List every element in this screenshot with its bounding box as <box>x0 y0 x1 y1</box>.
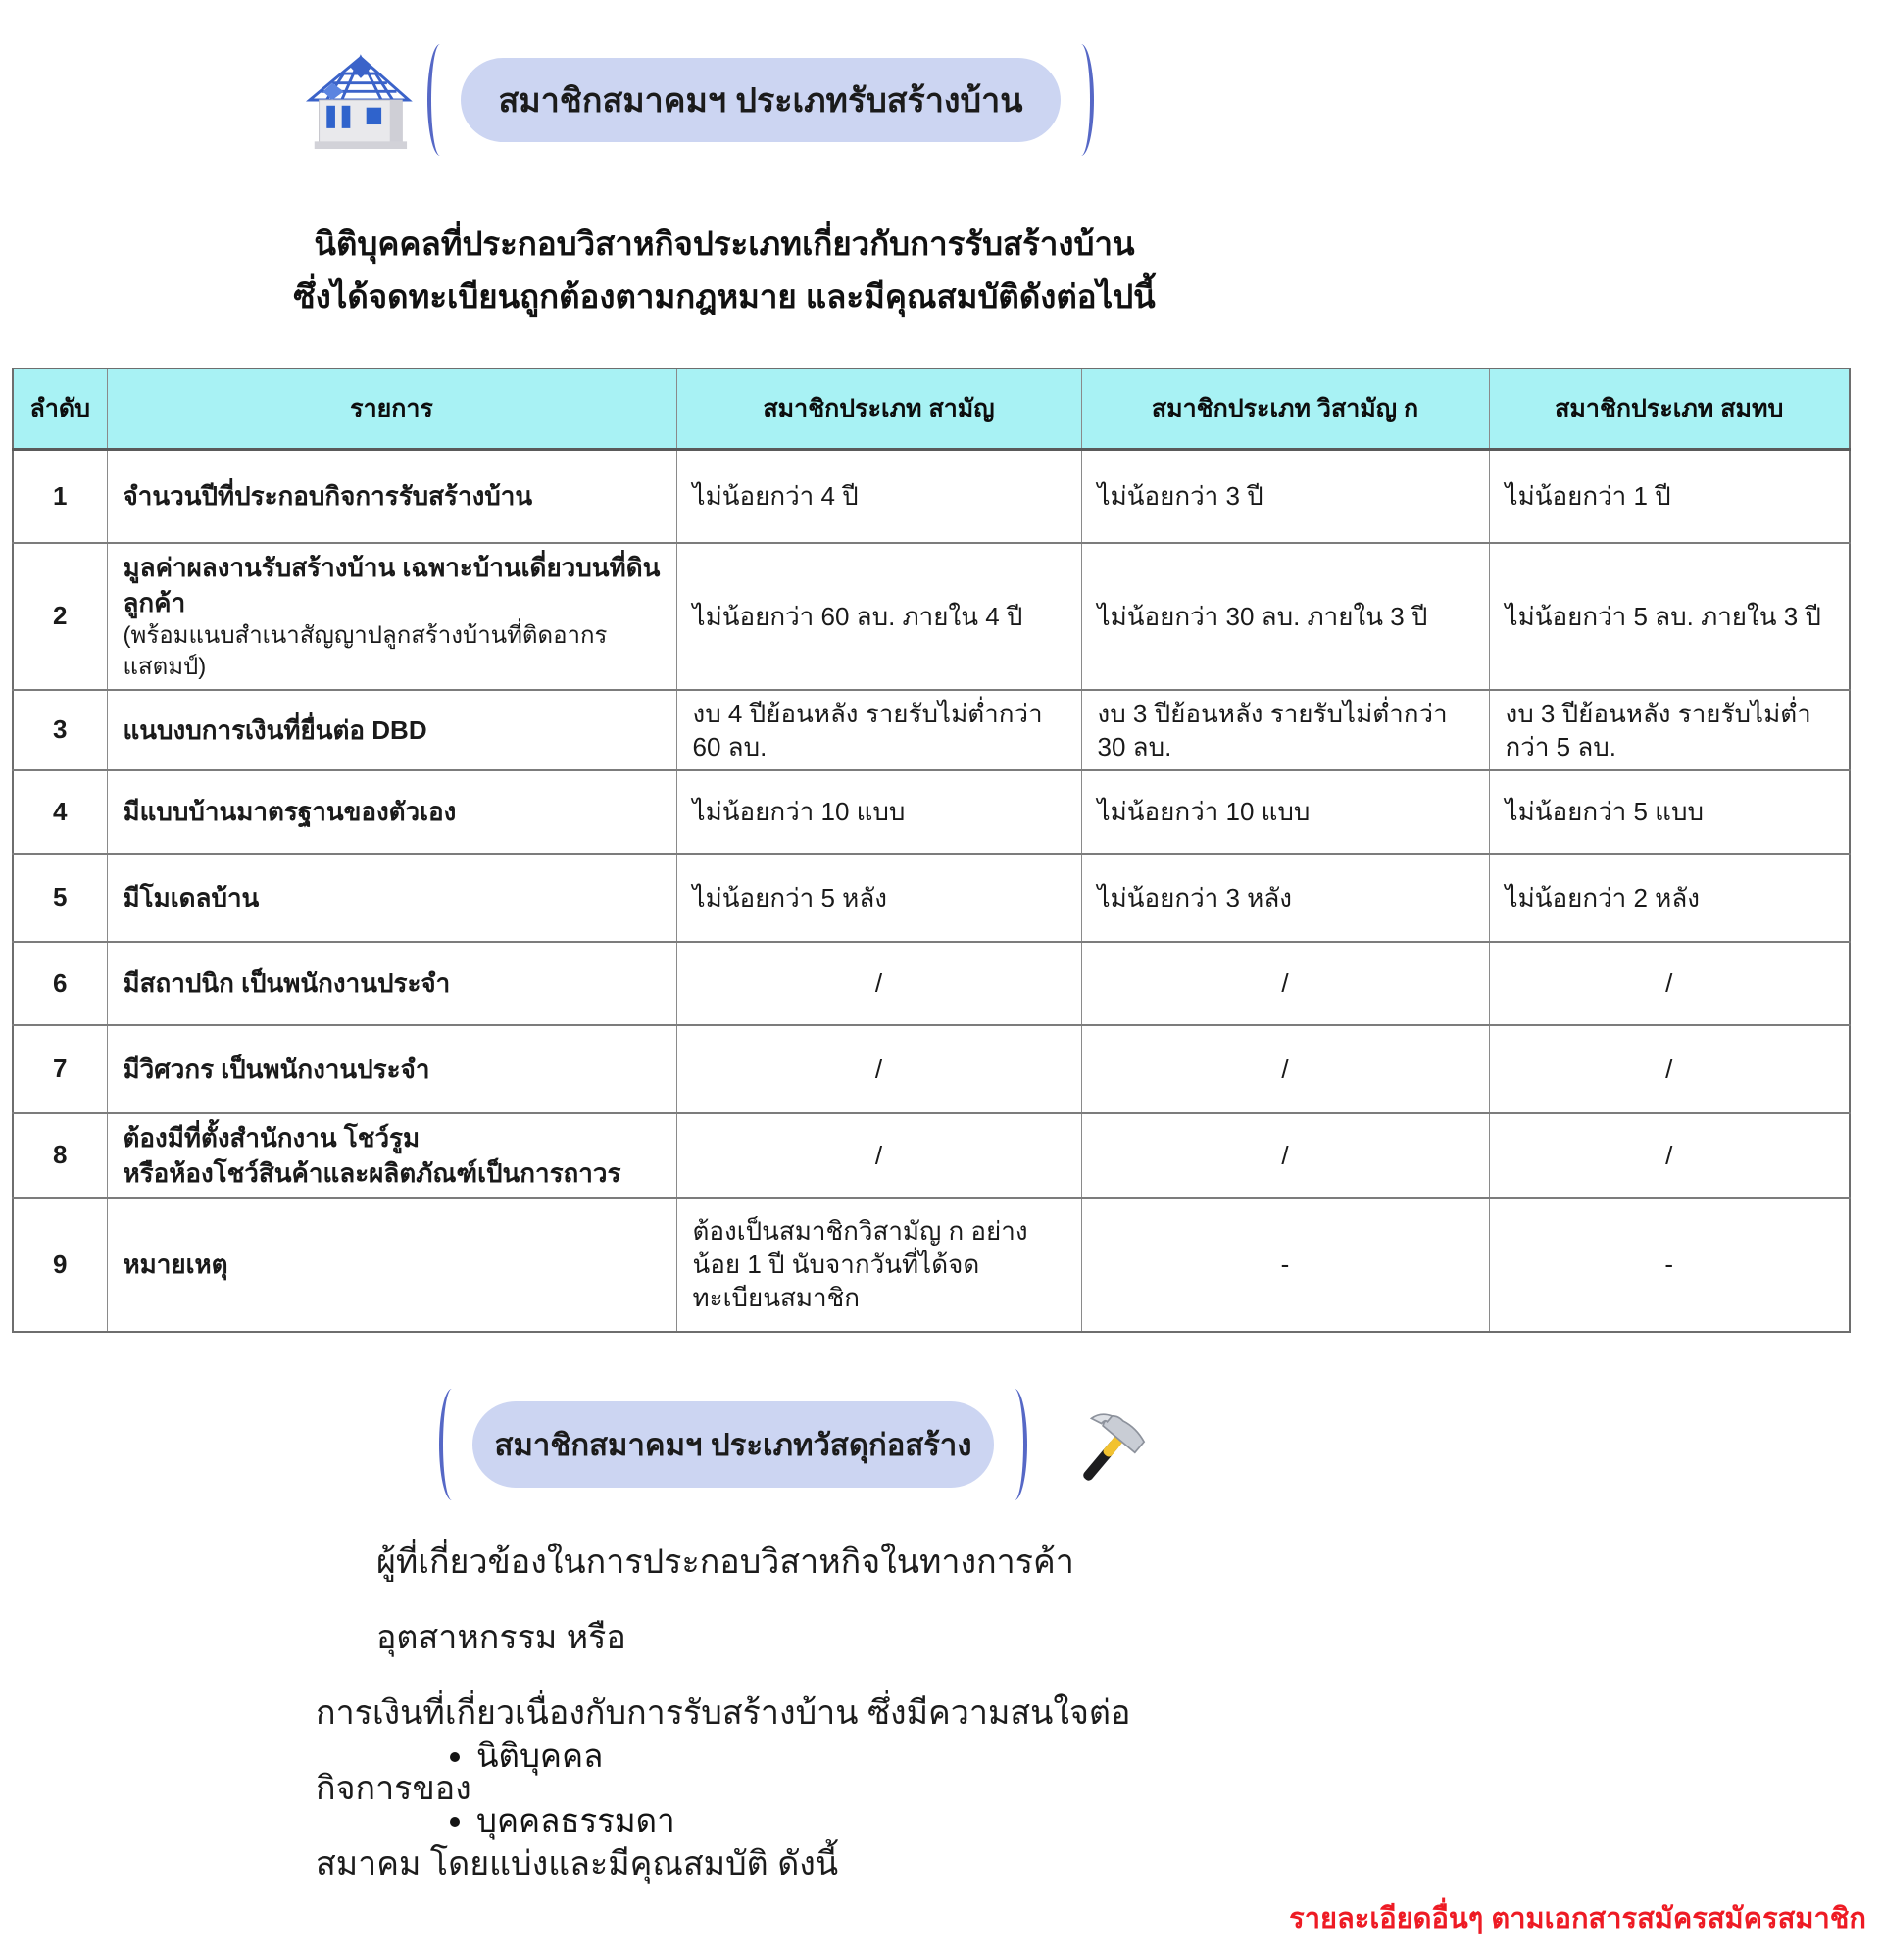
row-value: / <box>1489 1113 1850 1198</box>
section2-paragraph <box>316 1525 1198 1902</box>
row-value: / <box>676 942 1081 1025</box>
table-row <box>13 770 1850 854</box>
paragraph-line: สมาคม โดยแบ่งและมีคุณสมบัติ ดังนี้ <box>316 1845 839 1883</box>
table-row <box>13 1025 1850 1113</box>
hammer-icon <box>1063 1402 1155 1500</box>
row-value: ไม่น้อยกว่า 4 ปี <box>676 450 1081 543</box>
row-item-label: แนบงบการเงินที่ยื่นต่อ DBD <box>107 690 676 770</box>
row-item-label: มีวิศวกร เป็นพนักงานประจำ <box>107 1025 676 1113</box>
row-value: ไม่น้อยกว่า 5 ลบ. ภายใน 3 ปี <box>1489 543 1850 690</box>
subtitle-line-2: ซึ่งได้จดทะเบียนถูกต้องตามกฎหมาย และมีคุณสมบัติดังต่อไปนี้ <box>293 278 1156 315</box>
row-value: ไม่น้อยกว่า 5 แบบ <box>1489 770 1850 854</box>
row-number: 1 <box>13 450 107 543</box>
paragraph-line: การเงินที่เกี่ยวเนื่องกับการรับสร้างบ้าน ซึ่งมีความสนใจต่อกิจการของ <box>316 1694 1131 1807</box>
left-parenthesis-arc <box>439 1389 465 1500</box>
row-value: งบ 3 ปีย้อนหลัง รายรับไม่ต่ำกว่า 30 ลบ. <box>1081 690 1489 770</box>
row-number: 4 <box>13 770 107 854</box>
header-item: รายการ <box>107 368 676 450</box>
row-value: ไม่น้อยกว่า 5 หลัง <box>676 854 1081 942</box>
row-item-label: มูลค่าผลงานรับสร้างบ้าน เฉพาะบ้านเดี่ยวบนที่ดินลูกค้า (พร้อมแนบสำเนาสัญญาปลูกสร้างบ้านที่ติดอากรแสตมป์) <box>107 543 676 690</box>
row-number: 9 <box>13 1198 107 1332</box>
table-row <box>13 1198 1850 1332</box>
section2-header <box>429 1396 1155 1494</box>
section2-badge <box>472 1401 994 1488</box>
row-value: / <box>1081 942 1489 1025</box>
row-value: ไม่น้อยกว่า 10 แบบ <box>676 770 1081 854</box>
bullet-item: • บุคคลธรรมดา <box>476 1801 675 1840</box>
table-body <box>13 450 1850 1332</box>
row-number: 5 <box>13 854 107 942</box>
header-extraordinary-a-member: สมาชิกประเภท วิสามัญ ก <box>1081 368 1489 450</box>
bullet-item: • นิติบุคคล <box>476 1737 675 1776</box>
row-value: งบ 4 ปีย้อนหลัง รายรับไม่ต่ำกว่า 60 ลบ. <box>676 690 1081 770</box>
row-value: - <box>1489 1198 1850 1332</box>
row-value: ไม่น้อยกว่า 3 หลัง <box>1081 854 1489 942</box>
row-value: งบ 3 ปีย้อนหลัง รายรับไม่ต่ำกว่า 5 ลบ. <box>1489 690 1850 770</box>
row-value: ไม่น้อยกว่า 1 ปี <box>1489 450 1850 543</box>
row-value: ต้องเป็นสมาชิกวิสามัญ ก อย่างน้อย 1 ปี นับจากวันที่ได้จดทะเบียนสมาชิก <box>676 1198 1081 1332</box>
section1-badge <box>461 58 1061 142</box>
section2-badge-label: สมาชิกสมาคมฯ ประเภทวัสดุก่อสร้าง <box>494 1428 972 1462</box>
row-value: / <box>1489 1025 1850 1113</box>
subtitle-line-1: นิติบุคคลที่ประกอบวิสาหกิจประเภทเกี่ยวกับการรับสร้างบ้าน <box>314 225 1135 262</box>
membership-criteria-table <box>12 368 1851 1333</box>
row-number: 2 <box>13 543 107 690</box>
row-item-label: มีโมเดลบ้าน <box>107 854 676 942</box>
row-number: 3 <box>13 690 107 770</box>
table-row <box>13 1113 1850 1198</box>
row-item-label: หมายเหตุ <box>107 1198 676 1332</box>
right-parenthesis-arc <box>1068 44 1094 156</box>
row-item-label: จำนวนปีที่ประกอบกิจการรับสร้างบ้าน <box>107 450 676 543</box>
row-value: / <box>676 1025 1081 1113</box>
row-value: ไม่น้อยกว่า 60 ลบ. ภายใน 4 ปี <box>676 543 1081 690</box>
row-value: ไม่น้อยกว่า 10 แบบ <box>1081 770 1489 854</box>
section2-bullet-list <box>476 1737 675 1866</box>
table-header-row <box>13 368 1850 450</box>
table-row <box>13 690 1850 770</box>
row-value: ไม่น้อยกว่า 2 หลัง <box>1489 854 1850 942</box>
left-parenthesis-arc <box>427 44 453 156</box>
row-value: / <box>1081 1025 1489 1113</box>
row-value: / <box>676 1113 1081 1198</box>
table-row <box>13 854 1850 942</box>
table-row <box>13 450 1850 543</box>
table-row <box>13 942 1850 1025</box>
row-number: 8 <box>13 1113 107 1198</box>
row-value: / <box>1489 942 1850 1025</box>
section1-header <box>302 47 1104 153</box>
row-item-label: ต้องมีที่ตั้งสำนักงาน โชว์รูม หรือห้องโชว์สินค้าและผลิตภัณฑ์เป็นการถาวร <box>107 1113 676 1198</box>
row-number: 6 <box>13 942 107 1025</box>
section1-subtitle <box>0 218 1449 323</box>
row-value: ไม่น้อยกว่า 30 ลบ. ภายใน 3 ปี <box>1081 543 1489 690</box>
row-value: / <box>1081 1113 1489 1198</box>
row-item-label: มีสถาปนิก เป็นพนักงานประจำ <box>107 942 676 1025</box>
row-number: 7 <box>13 1025 107 1113</box>
table-row <box>13 543 1850 690</box>
paragraph-line: ผู้ที่เกี่ยวข้องในการประกอบวิสาหกิจในทางการค้า อุตสาหกรรม หรือ <box>376 1544 1074 1656</box>
right-parenthesis-arc <box>1002 1389 1027 1500</box>
footnote: รายละเอียดอื่นๆ ตามเอกสารสมัครสมัครสมาชิก <box>1289 1903 1866 1935</box>
row-item-label: มีแบบบ้านมาตรฐานของตัวเอง <box>107 770 676 854</box>
row-value: ไม่น้อยกว่า 3 ปี <box>1081 450 1489 543</box>
section1-badge-label: สมาชิกสมาคมฯ ประเภทรับสร้างบ้าน <box>498 82 1023 120</box>
house-under-construction-icon <box>302 50 416 150</box>
header-ordinary-member: สมาชิกประเภท สามัญ <box>676 368 1081 450</box>
header-order: ลำดับ <box>13 368 107 450</box>
header-associate-member: สมาชิกประเภท สมทบ <box>1489 368 1850 450</box>
row-value: - <box>1081 1198 1489 1332</box>
